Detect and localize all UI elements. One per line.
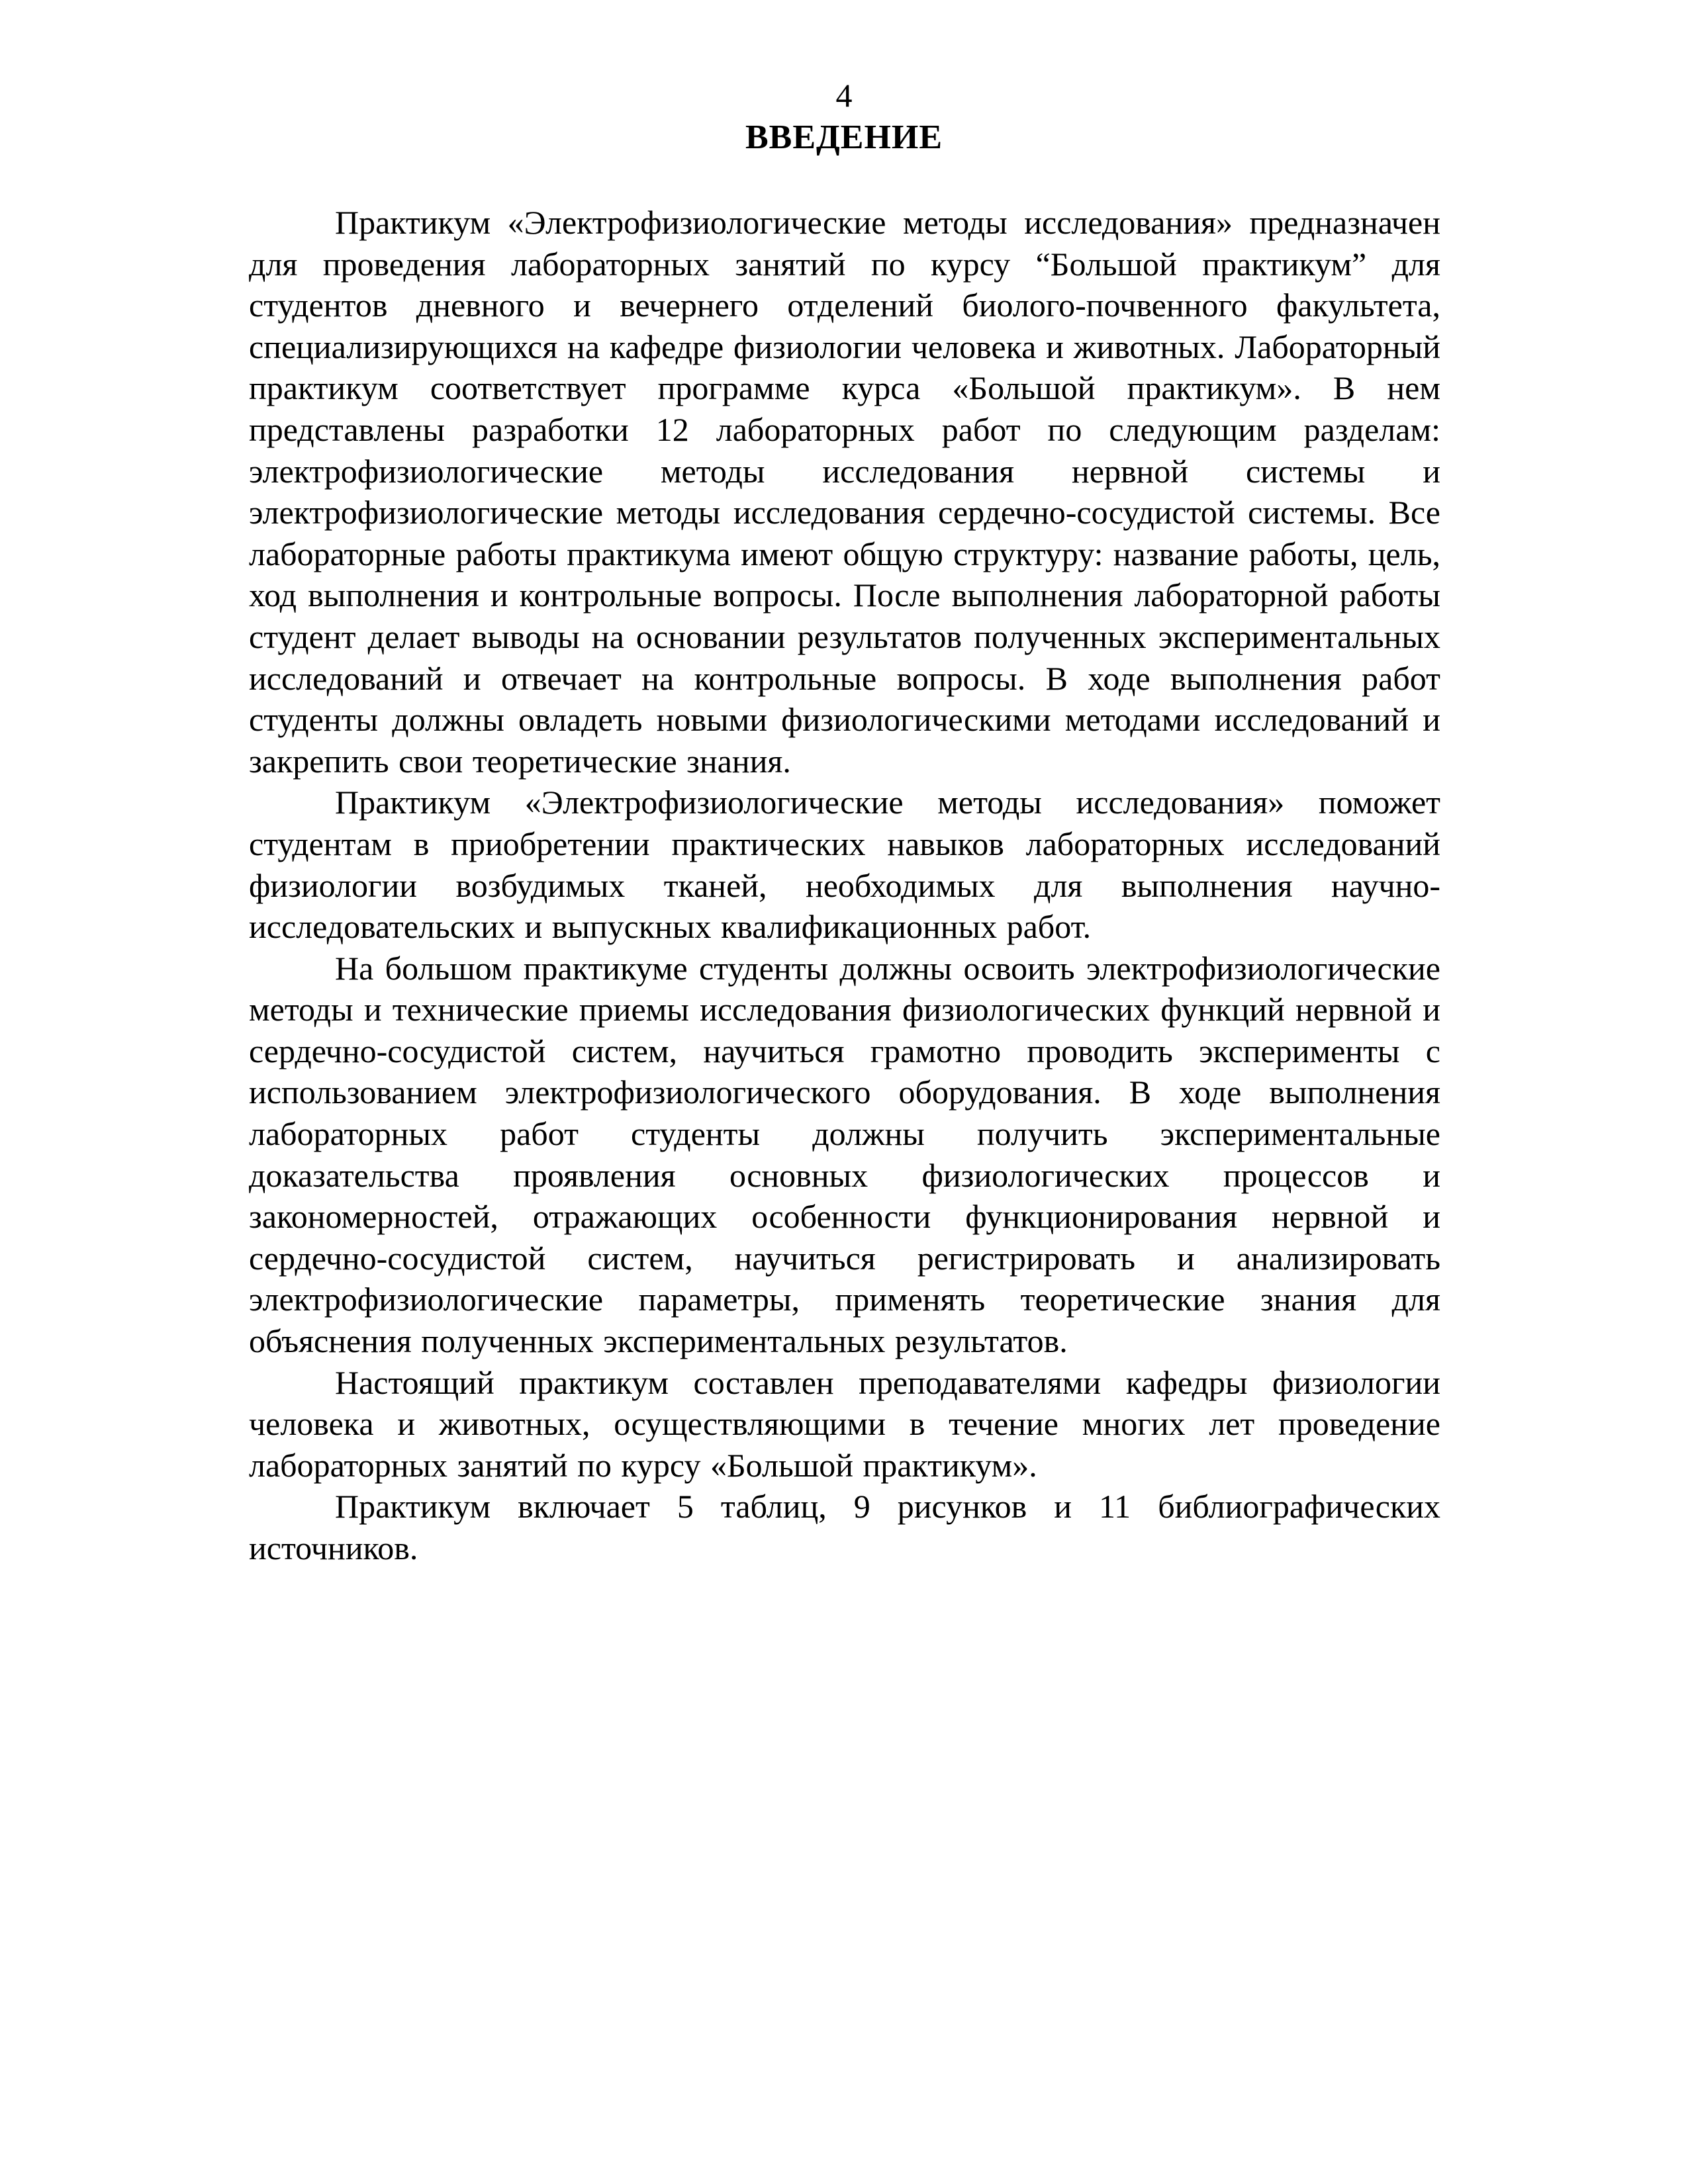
page-title: ВВЕДЕНИЕ: [745, 118, 943, 156]
paragraph-goals: На большом практикуме студенты должны освоить электрофизиологические методы и технические приемы исследования физиологических функций нервной и сердечно-сосудистой систем, научиться грамотно проводить эксперименты с использованием электрофизиологического оборудования. В ходе выполнения лабораторных работ студенты должны получить экспериментальные доказательства проявления основных физиологических процессов и закономерностей, отражающих особенности функционирования нервной и сердечно-сосудистой систем, научиться регистрировать и анализировать электрофизиологические параметры, применять теоретические знания для объяснения полученных экспериментальных результатов.: [249, 949, 1440, 1360]
page-number: 4: [835, 77, 853, 114]
paragraph-authors: Настоящий практикум составлен преподавателями кафедры физиологии человека и животных, осуществляющими в течение многих лет проведение лабораторных занятий по курсу «Большой практикум».: [249, 1363, 1440, 1484]
paragraph-benefits: Практикум «Электрофизиологические методы исследования» поможет студентам в приобретении практических навыков лабораторных исследований физиологии возбудимых тканей, необходимых для выполнения научно-исследовательских и выпускных квалификационных работ.: [249, 784, 1440, 946]
paragraph-contents: Практикум включает 5 таблиц, 9 рисунков и 11 библиографических источников.: [249, 1488, 1440, 1567]
paragraph-purpose: Практикум «Электрофизиологические методы исследования» предназначен для проведения лабораторных занятий по курсу “Большой практикум” для студентов дневного и вечернего отделений биолого-почвенного факультета, специализирующихся на кафедре физиологии человека и животных. Лабораторный практикум соответствует программе курса «Большой практикум». В нем представлены разработки 12 лабораторных работ по следующим разделам: электрофизиологические методы исследования нервной системы и электрофизиологические методы исследования сердечно-сосудистой системы. Все лабораторные работы практикума имеют общую структуру: название работы, цель, ход выполнения и контрольные вопросы. После выполнения лабораторной работы студент делает выводы на основании результатов полученных экспериментальных исследований и отвечает на контрольные вопросы. В ходе выполнения работ студенты должны овладеть новыми физиологическими методами исследований и закрепить свои теоретические знания.: [249, 204, 1440, 780]
body-text: [249, 202, 1440, 1569]
